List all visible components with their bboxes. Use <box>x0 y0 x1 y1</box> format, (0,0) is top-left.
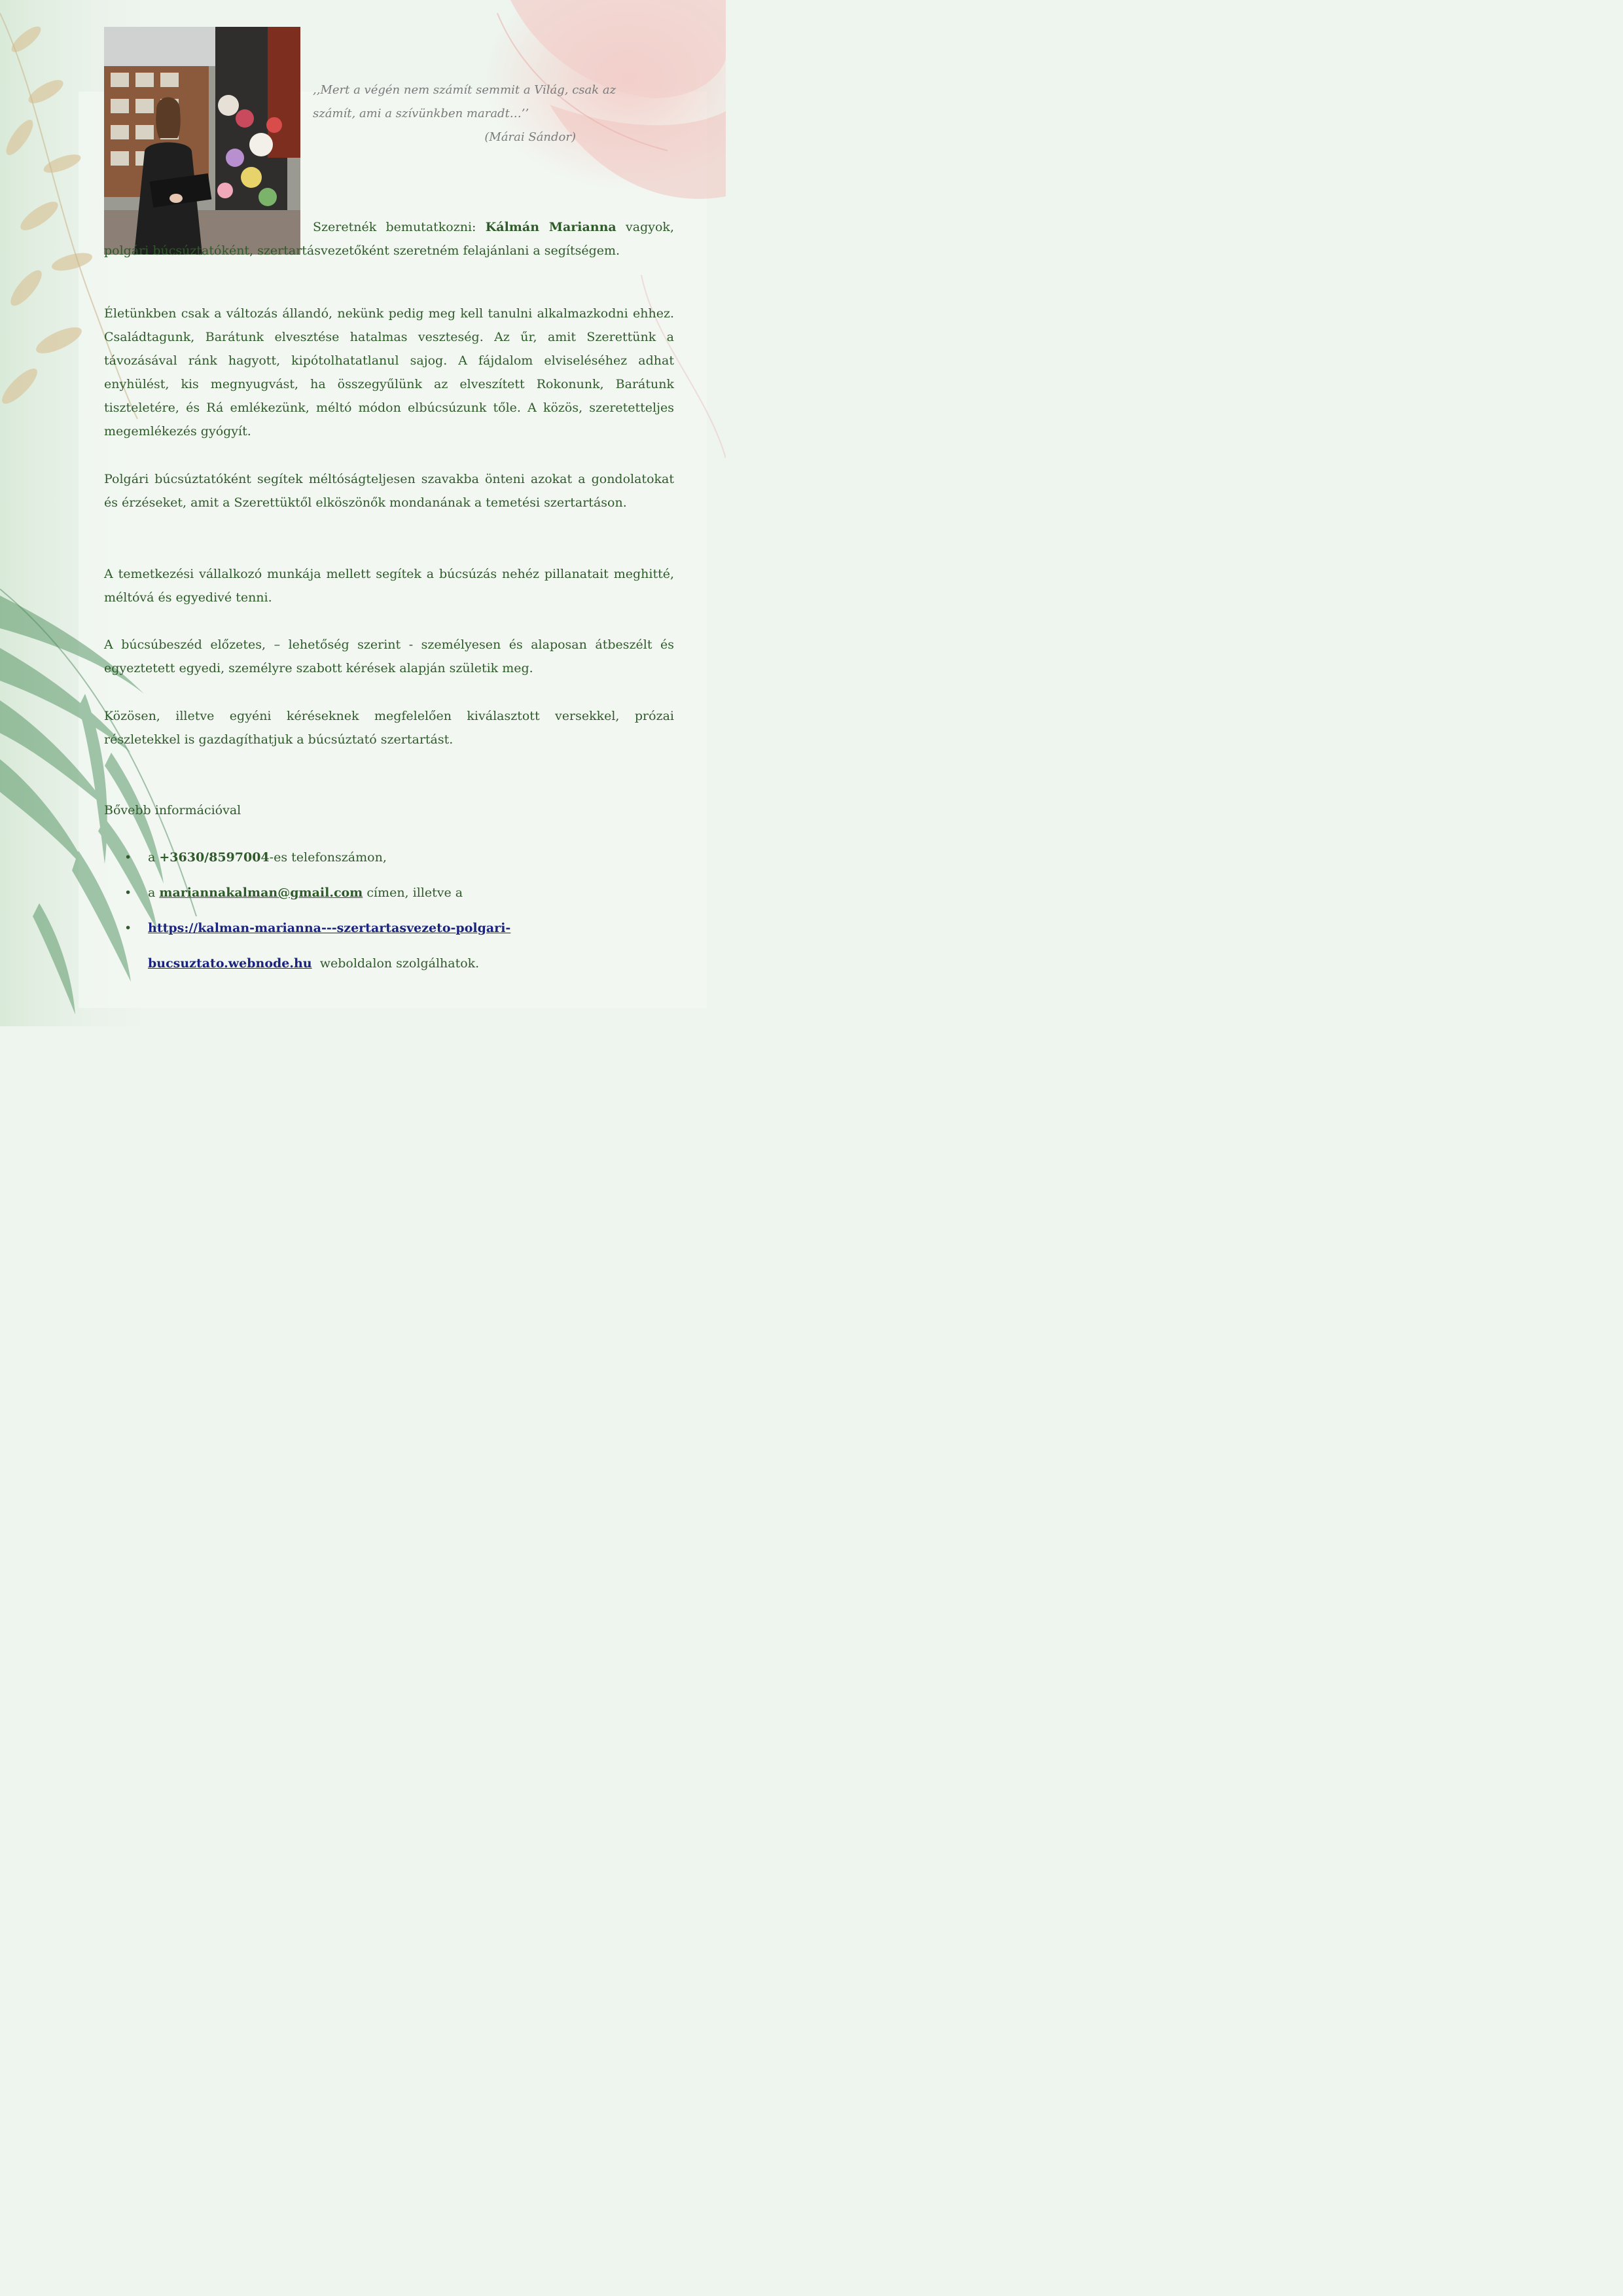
more-info-heading: Bővebb információval <box>104 803 241 817</box>
intro-text-end: vagyok, polgári búcsúztatóként, szertartásvezetőként szeretném felajánlani a segítségem. <box>104 220 674 258</box>
bullet-icon: • <box>124 886 132 900</box>
website-line-2 <box>148 952 674 975</box>
intro-text-start: Szeretnék bemutatkozni: <box>313 220 486 234</box>
quote-line-1: ,,Mert a végén nem számít semmit a Világ, csak az <box>313 83 616 97</box>
body-paragraph <box>104 467 674 514</box>
paragraph-text: Közösen, illetve egyéni kéréseknek megfelelően kiválasztott versekkel, prózai részletekkel is gazdagíthatjuk a búcsúztató szertartást. <box>104 709 674 747</box>
quote-line-2: számít, ami a szívünkben maradt…’’ <box>313 107 529 120</box>
paragraph-text: A búcsúbeszéd előzetes, – lehetőség szerint - személyesen és alaposan átbeszélt és egyeztetett egyedi, személyre szabott kérések alapján születik meg. <box>104 637 674 675</box>
contact-list <box>124 846 674 987</box>
body-paragraph <box>104 704 674 751</box>
website-link-line-2[interactable]: bucsuztato.webnode.hu <box>148 956 312 971</box>
paragraph-text: Életünkben csak a változás állandó, nekünk pedig meg kell tanulni alkalmazkodni ehhez. Családtagunk, Barátunk elvesztése hatalmas veszteség. Az űr, amit Szerettünk a távozásával ránk hagyott, kipótolhatatlanul sajog. A fájdalom elviseléséhez adhat enyhülést, kis megnyugvást, ha összegyűlünk az elveszített Rokonunk, Barátunk tiszteletére, és Rá emlékezünk, méltó módon elbúcsúzunk tőle. A közös, szeretetteljes megemlékezés gyógyít. <box>104 306 674 439</box>
document-page <box>0 0 726 1026</box>
contact-phone-item <box>124 846 674 869</box>
bullet-icon: • <box>124 921 132 935</box>
bullet-icon: • <box>124 850 132 865</box>
paragraph-text: Polgári búcsúztatóként segítek méltóságteljesen szavakba önteni azokat a gondolatokat és érzéseket, amit a Szerettüktől elköszönők mondanának a temetési szertartáson. <box>104 472 674 510</box>
website-suffix: weboldalon szolgálhatok. <box>312 956 480 971</box>
phone-prefix: a <box>148 850 160 865</box>
author-name: Kálmán Marianna <box>485 220 616 234</box>
body-paragraph <box>104 302 674 443</box>
email-prefix: a <box>148 886 160 900</box>
contact-email-item <box>124 881 674 905</box>
body-paragraph <box>104 562 674 609</box>
phone-suffix: -es telefonszámon, <box>269 850 387 865</box>
intro-paragraph <box>104 215 674 262</box>
phone-number[interactable]: +3630/8597004 <box>159 850 270 865</box>
marai-quote <box>313 79 653 149</box>
email-link[interactable]: mariannakalman@gmail.com <box>159 886 363 900</box>
website-link-line-1[interactable]: https://kalman-marianna---szertartasvezeto-polgari- <box>148 921 511 935</box>
body-paragraph <box>104 633 674 680</box>
quote-author: (Márai Sándor) <box>484 130 576 144</box>
paragraph-text: A temetkezési vállalkozó munkája mellett segítek a búcsúzás nehéz pillanatait meghitté, méltóvá és egyedivé tenni. <box>104 567 674 605</box>
contact-website-item <box>124 916 674 975</box>
email-suffix: címen, illetve a <box>363 886 463 900</box>
